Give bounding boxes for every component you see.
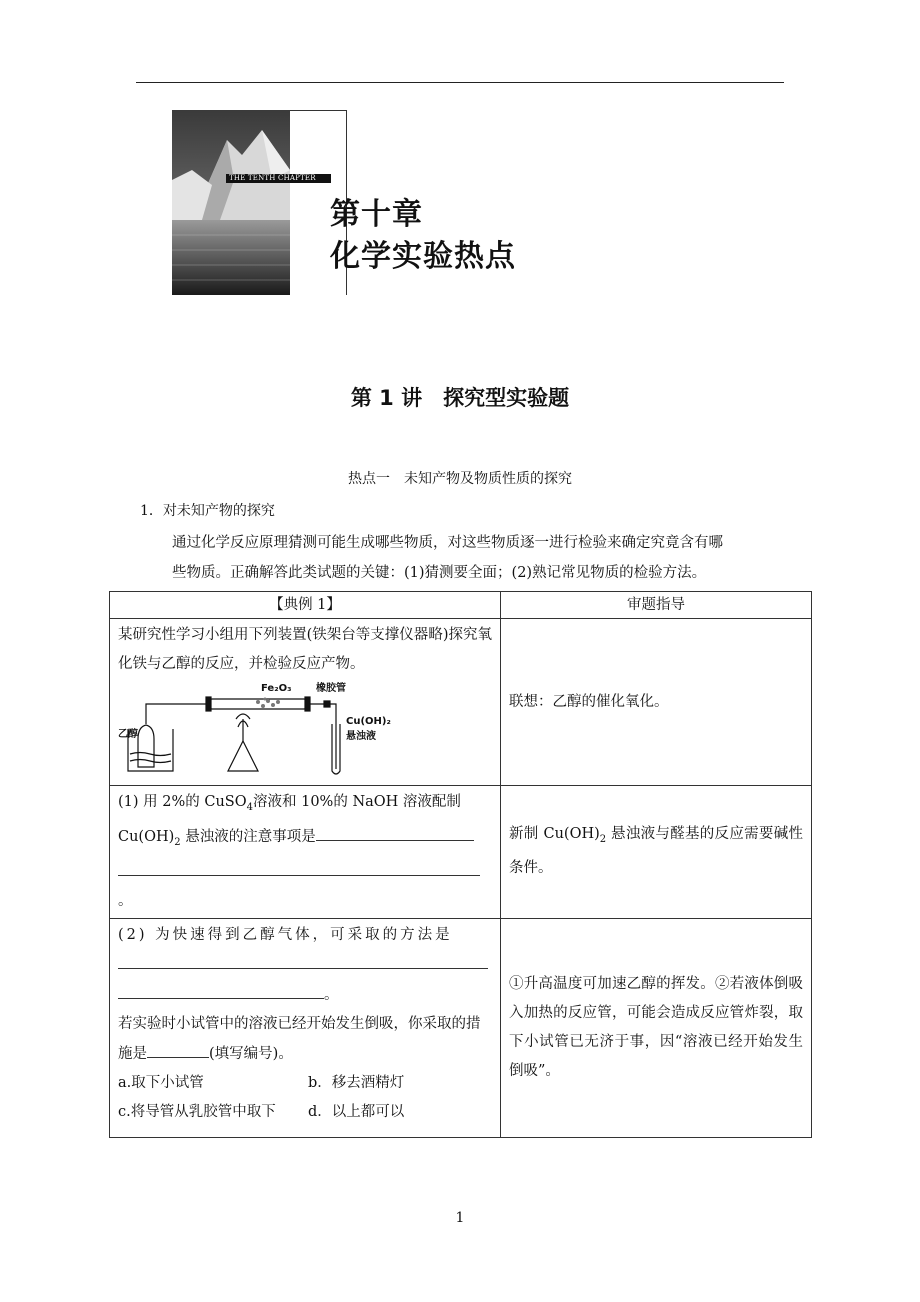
label-fe2o3: Fe₂O₃: [261, 683, 292, 694]
answer-blank-2b[interactable]: [118, 980, 324, 999]
guide-row-2: [501, 786, 812, 919]
section-heading: 1．对未知产物的探究: [140, 503, 275, 519]
chapter-title: [330, 194, 516, 278]
chapter-tag: THE TENTH CHAPTER: [226, 174, 331, 183]
question-1-line-2: [118, 822, 492, 857]
example-intro-text: 某研究性学习小组用下列装置(铁架台等支撑仪器略)探究氧化铁与乙醇的反应，并检验反应产物。: [118, 627, 492, 672]
hint2-a: 新制 Cu(OH): [509, 826, 600, 843]
q1-sub: 4: [246, 801, 253, 813]
options-row-1: [118, 1069, 492, 1098]
intro-paragraph: [172, 528, 784, 588]
q1-text-a: (1) 用 2%的 CuSO: [118, 794, 247, 810]
q1-text-b: 溶液和 10%的 NaOH 溶液配制: [253, 794, 461, 810]
q1-text-c: 悬浊液的注意事项是: [180, 828, 316, 845]
lecture-title: 第 1 讲 探究型实验题: [350, 386, 570, 410]
example-table: [109, 591, 812, 1138]
q1-formula: Cu(OH): [118, 828, 175, 845]
intro-line-2: 些物质。正确解答此类试题的关键：(1)猜测要全面；(2)熟记常见物质的检验方法。: [172, 565, 707, 581]
label-rubber-tube: 橡胶管: [316, 683, 346, 694]
guide-header: 审题指导: [501, 592, 812, 619]
intro-line-1: 通过化学反应原理猜测可能生成哪些物质，对这些物质逐一进行检验来确定究竟含有哪: [172, 535, 723, 551]
question-1-line-3: [118, 857, 492, 916]
hint2-b: 悬浊液与醛基的反应需要碱性条件。: [509, 826, 804, 877]
apparatus-diagram: [118, 679, 478, 779]
answer-blank-1b[interactable]: [118, 857, 480, 876]
label-ethanol: 乙醇: [118, 729, 138, 740]
hint2-sub: 2: [599, 834, 607, 846]
example-row-3: [110, 918, 501, 1137]
answer-blank-2a[interactable]: [118, 950, 488, 969]
options-row-2: [118, 1098, 492, 1127]
chapter-name: 化学实验热点: [330, 239, 516, 274]
question-2-followup: [118, 1010, 492, 1069]
label-suspension: 悬浊液: [346, 731, 376, 742]
guide-row-3: ①升高温度可加速乙醇的挥发。②若液体倒吸入加热的反应管，可能会造成反应管炸裂，取下小试管已无济于事，因“溶液已经开始发生倒吸”。: [501, 918, 812, 1137]
chapter-cover-image: [172, 110, 290, 295]
q2-end: 。: [324, 986, 339, 1003]
header-rule: [136, 82, 784, 83]
example-row-1: [110, 619, 501, 786]
example-row-2: [110, 786, 501, 919]
q2-followup-text: 若实验时小试管中的溶液已经开始发生倒吸，你采取的措施是: [118, 1015, 481, 1062]
label-cuoh2: Cu(OH)₂: [346, 716, 391, 727]
q1-end: 。: [118, 892, 133, 909]
option-c[interactable]: c.将导管从乳胶管中取下: [118, 1103, 276, 1120]
q1-formula-sub: 2: [174, 836, 181, 848]
question-2-line-3: [118, 980, 492, 1010]
answer-blank-1a[interactable]: [316, 822, 474, 841]
chapter-number: 第十章: [330, 197, 423, 232]
question-1-line-1: [118, 788, 492, 822]
q2-followup-end: (填写编号)。: [209, 1045, 293, 1062]
option-a[interactable]: a.取下小试管: [118, 1074, 204, 1091]
question-2-line-1: (2) 为快速得到乙醇气体，可采取的方法是: [118, 926, 453, 943]
option-b[interactable]: b．移去酒精灯: [308, 1074, 405, 1091]
guide-row-1: 联想：乙醇的催化氧化。: [501, 619, 812, 786]
answer-blank-2c[interactable]: [147, 1039, 209, 1058]
hotspot-title: 热点一 未知产物及物质性质的探究: [348, 471, 572, 487]
question-2-line-2: [118, 950, 492, 980]
page-number: 1: [455, 1210, 465, 1226]
example-header: 【典例 1】: [110, 592, 501, 619]
cover-frame-top: [290, 110, 346, 111]
option-d[interactable]: d．以上都可以: [308, 1103, 405, 1120]
